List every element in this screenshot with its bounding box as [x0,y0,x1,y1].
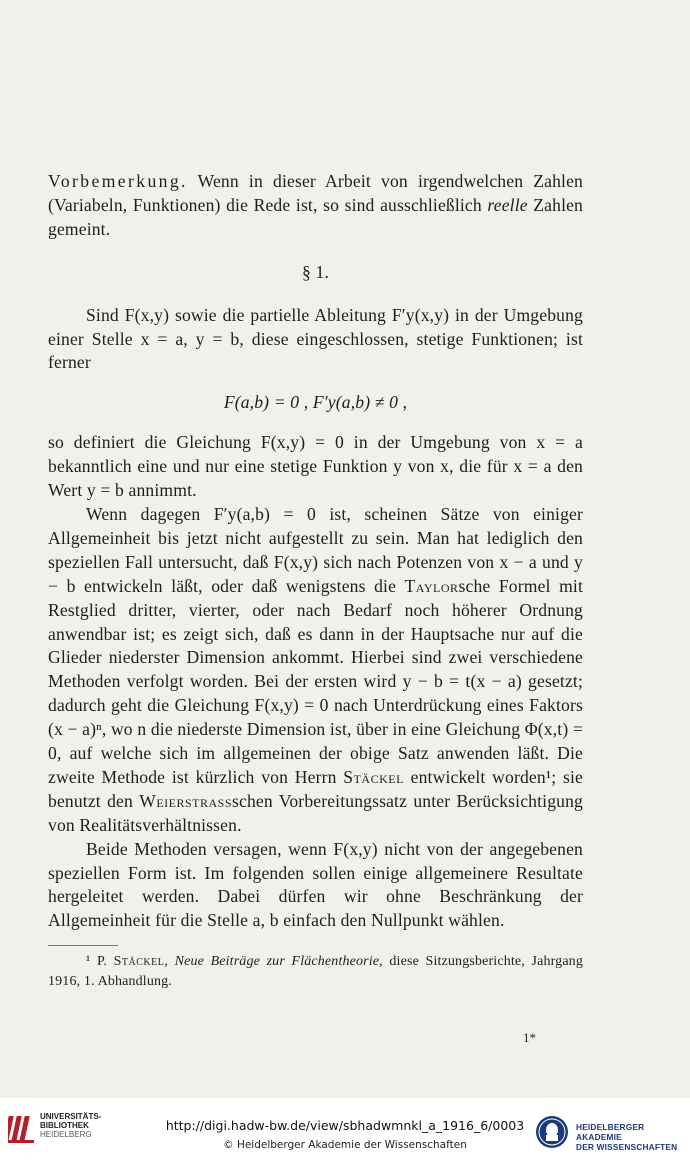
para3-text-1: Wenn dagegen F′y(a,b) = 0 ist, scheinen Sätze von einiger Allgemeinheit bis jetzt nicht aufgestellt zu sein. Man hat lediglich den speziellen Fall untersucht, daß F(x,y) sich nach Potenzen von x − a und y − b entwickeln läßt, oder daß wenigstens die [48,503,583,596]
name-taylor: Taylor [404,575,459,596]
vorbemerkung [48,170,583,242]
hadw-line-1: HEIDELBERGER AKADEMIE [576,1122,645,1142]
page-body [48,170,583,991]
vorbemerkung-lead: Vorbemerkung. [48,171,188,191]
ub-line-1: UNIVERSITÄTS- [40,1112,102,1121]
page-number: 1* [523,1030,536,1045]
paragraph-2: so definiert die Gleichung F(x,y) = 0 in der Umgebung von x = a bekanntlich eine und nur eine stetige Funktion y von x, die für x = a den Wert y = b annimmt. [48,432,583,501]
paragraph-1: Sind F(x,y) sowie die partielle Ableitung F′y(x,y) in der Umgebung einer Stelle x = a, y = b, diese eingeschlossen, stetige Funktionen; ist ferner [48,304,583,373]
footnote-rule [48,945,118,946]
copyright-notice: © Heidelberger Akademie der Wissenschaften [223,1139,467,1151]
para3-text-2: sche Formel mit Restglied dritter, vierter, oder nach Bedarf noch höherer Ordnung anwendbar ist; es zeigt sich, daß es dann in der Hauptsache nur auf die Glieder niederster Dimension ankommt. Hierbei sind zwei verschiedene Methoden verfolgt worden. Bei der ersten wird y − b = t(x − a) gesetzt; dadurch geht die Gleichung F(x,y) = 0 nach Unterdrückung eines Faktors (x − a)ⁿ, wo n die niederste Dimension ist, über in eine Gleichung Φ(x,t) = 0, auf welche sich im allgemeinen der obige Satz anwenden läßt. Die zweite Methode ist kürzlich von Herrn [48,575,583,787]
formula: F(a,b) = 0 , F′y(a,b) ≠ 0 , [223,392,408,413]
footer-bar [0,1098,690,1160]
footnote-author: Stäckel [113,954,165,970]
footnote-title: Neue Beiträge zur Flächentheorie [174,954,380,970]
academy-label [576,1122,690,1152]
source-url-link[interactable]: http://digi.hadw-bw.de/view/sbhadwmnkl_a_1916_6/0003 [165,1118,525,1133]
name-staeckel: Stäckel [343,766,404,787]
paragraph-3 [48,503,583,838]
ub-line-2: BIBLIOTHEK [40,1121,89,1130]
academy-seal-icon [534,1114,570,1150]
ub-line-3: HEIDELBERG [40,1130,92,1139]
vorbemerkung-text-2: Zahlen gemeint. [48,194,584,239]
footnote-marker: ¹ P. [86,954,114,970]
para3-text-3: entwickelt worden¹; sie benutzt den [48,766,583,811]
name-weierstrass: Weierstrass [139,790,233,811]
section-heading: § 1. [302,261,329,282]
para3-text-4: schen Vorbereitungssatz unter Berücksichtigung von Realitätsverhältnissen. [48,790,583,835]
hadw-line-2: DER WISSENSCHAFTEN [576,1142,678,1152]
paragraph-4: Beide Methoden versagen, wenn F(x,y) nicht von der angegebenen speziellen Form ist. Im folgenden sollen einige allgemeinere Resultate hergeleitet werden. Dabei dürfen wir ohne Beschränkung der Allgemeinheit für die Stelle a, b einfach den Nullpunkt wählen. [48,838,583,931]
footnote [48,952,583,991]
footnote-rest: , diese Sitzungsberichte, Jahrgang 1916, 1. Abhandlung. [48,954,583,989]
vorbemerkung-italic: reelle [487,194,528,215]
vorbemerkung-text-1: Wenn in dieser Arbeit von irgendwelchen Zahlen (Variabeln, Funktionen) die Rede ist, so sind ausschließlich [48,171,583,215]
footnote-sep: , [164,954,175,970]
